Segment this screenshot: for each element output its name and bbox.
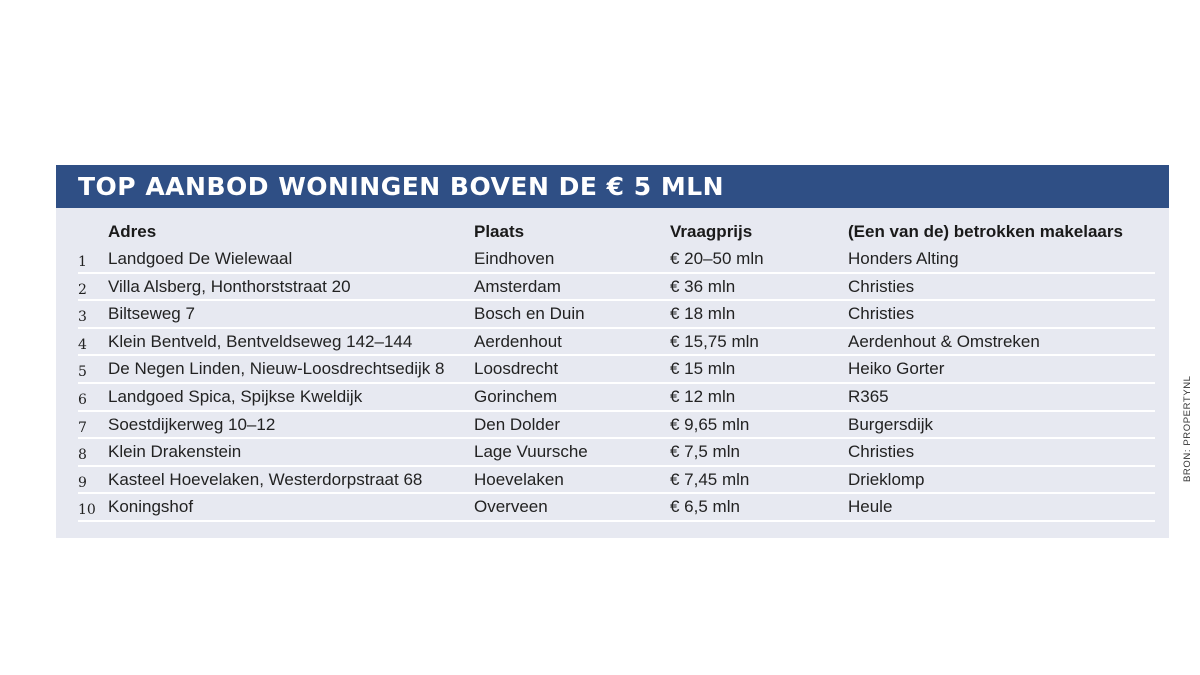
cell-vraagprijs: € 18 mln — [670, 304, 736, 324]
column-header-makelaars: (Een van de) betrokken makelaars — [848, 222, 1123, 241]
cell-adres: Landgoed Spica, Spijkse Kweldijk — [108, 386, 363, 406]
table-row — [56, 329, 1169, 357]
cell-adres: Koningshof — [108, 497, 194, 517]
table-row — [56, 467, 1169, 495]
cell-makelaar: Christies — [848, 304, 915, 324]
cell-plaats: Loosdrecht — [474, 359, 559, 379]
row-number: 5 — [78, 364, 87, 381]
table-panel — [56, 165, 1169, 538]
table-title: TOP AANBOD WONINGEN BOVEN DE € 5 MLN — [78, 172, 725, 201]
cell-vraagprijs: € 20–50 mln — [670, 249, 764, 268]
cell-makelaar: Drieklomp — [848, 469, 925, 489]
table-row — [56, 439, 1169, 467]
cell-makelaar: Christies — [848, 442, 915, 462]
table-row — [56, 356, 1169, 384]
cell-makelaar: Burgersdijk — [848, 414, 934, 434]
row-number: 2 — [78, 281, 87, 298]
cell-vraagprijs: € 7,5 mln — [670, 442, 740, 462]
table-row — [56, 301, 1169, 329]
cell-plaats: Bosch en Duin — [474, 304, 585, 324]
title-bar — [56, 165, 1169, 208]
table-row — [56, 384, 1169, 412]
cell-vraagprijs: € 36 mln — [670, 276, 736, 296]
cell-plaats: Den Dolder — [474, 414, 560, 434]
cell-makelaar: Christies — [848, 276, 915, 296]
row-number: 6 — [78, 391, 87, 408]
table-body — [56, 246, 1169, 522]
row-number: 1 — [78, 254, 87, 270]
column-header-plaats: Plaats — [474, 222, 525, 241]
row-number: 10 — [78, 502, 96, 519]
table-row — [56, 412, 1169, 440]
table-row — [56, 494, 1169, 522]
cell-adres: Klein Bentveld, Bentveldseweg 142–144 — [108, 331, 413, 351]
cell-plaats: Amsterdam — [474, 276, 561, 296]
cell-makelaar: R365 — [848, 386, 889, 406]
cell-plaats: Lage Vuursche — [474, 442, 588, 462]
cell-vraagprijs: € 7,45 mln — [670, 469, 750, 489]
cell-adres: Kasteel Hoevelaken, Westerdorpstraat 68 — [108, 469, 423, 489]
row-number: 7 — [78, 419, 87, 436]
cell-vraagprijs: € 6,5 mln — [670, 497, 740, 517]
row-number: 9 — [78, 474, 87, 491]
cell-adres: Klein Drakenstein — [108, 442, 242, 462]
cell-adres: Villa Alsberg, Honthorststraat 20 — [108, 276, 351, 296]
cell-plaats: Gorinchem — [474, 386, 558, 406]
cell-plaats: Aerdenhout — [474, 331, 562, 351]
table-row — [56, 274, 1169, 302]
cell-adres: Soestdijkerweg 10–12 — [108, 414, 276, 434]
cell-vraagprijs: € 15 mln — [670, 359, 736, 379]
cell-adres: De Negen Linden, Nieuw-Loosdrechtsedijk 8 — [108, 359, 445, 379]
cell-makelaar: Honders Alting — [848, 249, 959, 268]
table-header — [56, 221, 1169, 245]
row-number: 3 — [78, 309, 87, 326]
cell-adres: Landgoed De Wielewaal — [108, 249, 293, 268]
cell-plaats: Overveen — [474, 497, 548, 517]
column-header-vraagprijs: Vraagprijs — [670, 222, 753, 241]
cell-makelaar: Aerdenhout & Omstreken — [848, 331, 1040, 351]
cell-vraagprijs: € 12 mln — [670, 386, 736, 406]
source-credit: BRON: PROPERTYNL — [1182, 375, 1193, 482]
cell-makelaar: Heiko Gorter — [848, 359, 945, 379]
column-header-adres: Adres — [108, 222, 157, 241]
table-row — [56, 246, 1169, 274]
cell-plaats: Eindhoven — [474, 249, 555, 268]
row-number: 4 — [78, 336, 87, 353]
row-number: 8 — [78, 447, 87, 464]
cell-vraagprijs: € 15,75 mln — [670, 331, 759, 351]
cell-adres: Biltseweg 7 — [108, 304, 195, 324]
cell-plaats: Hoevelaken — [474, 469, 564, 489]
cell-makelaar: Heule — [848, 497, 893, 517]
cell-vraagprijs: € 9,65 mln — [670, 414, 750, 434]
